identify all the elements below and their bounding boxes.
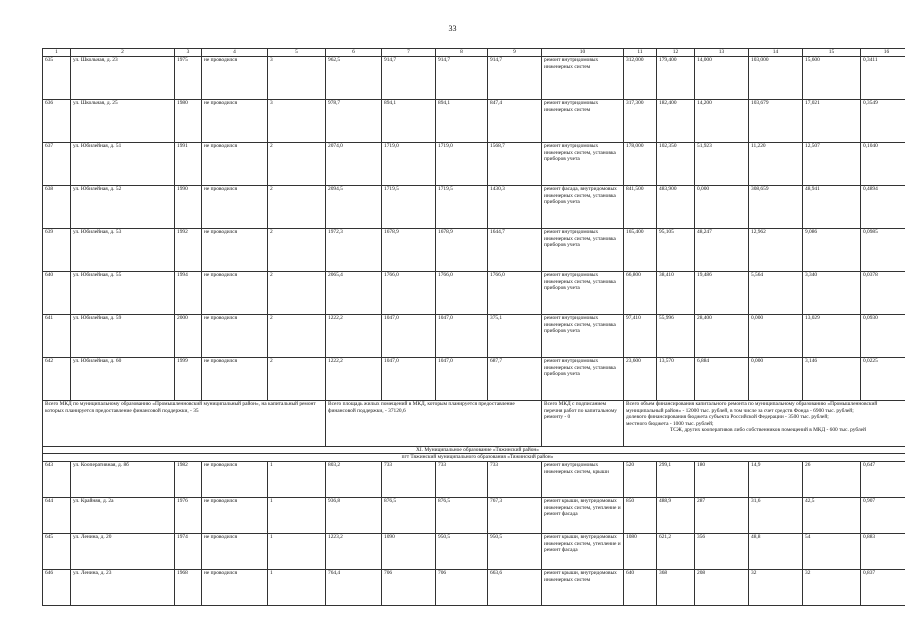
column-number: 6: [326, 49, 382, 57]
table-cell: 1972,3: [326, 228, 382, 271]
table-cell: 663,6: [488, 569, 542, 605]
table-row: [43, 314, 905, 357]
table-cell: не проводился: [202, 569, 268, 605]
column-number: 12: [657, 49, 695, 57]
table-cell: 14,000: [695, 56, 749, 99]
table-cell: ремонт внутридомовых инженерных систем, установка приборов учета: [542, 357, 624, 400]
table-cell: не проводился: [202, 271, 268, 314]
table-cell: 1222,2: [326, 314, 382, 357]
table-cell: 1719,5: [382, 185, 436, 228]
table-cell: 1430,3: [488, 185, 542, 228]
table-cell: ул. Ленина, д. 23: [71, 569, 175, 605]
table-cell: ремонт внутридомовых инженерных систем, установка приборов учета: [542, 271, 624, 314]
table-cell: не проводился: [202, 497, 268, 533]
table-row: [43, 569, 905, 605]
table-cell: 847,4: [488, 99, 542, 142]
table-cell: 97,410: [624, 314, 657, 357]
column-number: 3: [175, 49, 202, 57]
table-cell: 19,486: [695, 271, 749, 314]
table-cell: 1047,0: [382, 314, 436, 357]
summary-finance-line: местного бюджета - 1000 тыс. рублей;: [626, 420, 714, 427]
column-number: 14: [749, 49, 803, 57]
table-cell: 0,1040: [861, 142, 905, 185]
table-cell: 66,800: [624, 271, 657, 314]
column-number: 13: [695, 49, 749, 57]
table-row: [43, 357, 905, 400]
table-cell: 1766,0: [436, 271, 488, 314]
table-cell: 636: [43, 99, 71, 142]
table-cell: 0,000: [749, 357, 803, 400]
table-cell: 962,5: [326, 56, 382, 99]
table-cell: 3,146: [803, 357, 861, 400]
column-number: 9: [488, 49, 542, 57]
table-cell: 13,570: [657, 357, 695, 400]
table-cell: 48,247: [695, 228, 749, 271]
table-cell: не проводился: [202, 185, 268, 228]
table-cell: 2: [268, 228, 326, 271]
table-cell: 3: [268, 99, 326, 142]
table-cell: 0,3411: [861, 56, 905, 99]
table-row: [43, 533, 905, 569]
summary-finance-line: долевого финансирования бюджета субъекта Российской Федерации - 3500 тыс. рублей;: [626, 414, 829, 421]
table-cell: не проводился: [202, 461, 268, 497]
table-cell: 0,837: [861, 569, 905, 605]
table-cell: 803,2: [326, 461, 382, 497]
table-cell: 2094,5: [326, 185, 382, 228]
table-cell: 0,0985: [861, 228, 905, 271]
table-cell: 733: [436, 461, 488, 497]
table-cell: 914,7: [382, 56, 436, 99]
table-cell: 0,000: [695, 185, 749, 228]
table-cell: 1: [268, 497, 326, 533]
table-cell: 1719,0: [382, 142, 436, 185]
table-cell: 3: [268, 56, 326, 99]
table-cell: не проводился: [202, 228, 268, 271]
table-cell: 14,200: [695, 99, 749, 142]
table-cell: 914,7: [436, 56, 488, 99]
table-cell: 368: [657, 569, 695, 605]
table-row: [43, 185, 905, 228]
table-cell: 520: [624, 461, 657, 497]
table-cell: ремонт внутридомовых инженерных систем, установка приборов учета: [542, 228, 624, 271]
table-cell: 733: [488, 461, 542, 497]
table-cell: 15,600: [803, 56, 861, 99]
table-cell: 55,996: [657, 314, 695, 357]
table-cell: 1223,2: [326, 533, 382, 569]
table-cell: 639: [43, 228, 71, 271]
table-cell: 643: [43, 461, 71, 497]
table-cell: 638: [43, 185, 71, 228]
table-cell: 312,000: [624, 56, 657, 99]
table-cell: 640: [624, 569, 657, 605]
table-cell: 1975: [175, 56, 202, 99]
column-number: 5: [268, 49, 326, 57]
table-cell: ул. Ленина, д. 20: [71, 533, 175, 569]
table-cell: 0,0225: [861, 357, 905, 400]
table-cell: 621,2: [657, 533, 695, 569]
table-cell: ремонт крыши, внутридомовых инженерных систем, утепление и ремонт фасада: [542, 497, 624, 533]
table-cell: 103,000: [749, 56, 803, 99]
table-cell: 646: [43, 569, 71, 605]
table-cell: 1968: [175, 569, 202, 605]
table-cell: ул. Школьная, д. 23: [71, 56, 175, 99]
table-cell: 2074,0: [326, 142, 382, 185]
table-cell: 764,4: [326, 569, 382, 605]
table-cell: 1080: [624, 533, 657, 569]
table-cell: 1992: [175, 228, 202, 271]
table-cell: 5,564: [749, 271, 803, 314]
table-cell: 32: [749, 569, 803, 605]
table-row: [43, 56, 905, 99]
table-cell: 1999: [175, 357, 202, 400]
table-cell: ул. Юбилейная, д. 59: [71, 314, 175, 357]
table-cell: 6,884: [695, 357, 749, 400]
summary-finance-line: ТСЖ, других кооперативов либо собственников помещений в МКД - 600 тыс. рублей: [670, 427, 866, 434]
table-cell: ремонт фасада, внутридомовых инженерных систем, установка приборов учета: [542, 185, 624, 228]
table-cell: 0,907: [861, 497, 905, 533]
table-cell: ремонт крыши, внутридомовых инженерных систем: [542, 569, 624, 605]
table-cell: 1678,9: [436, 228, 488, 271]
table-cell: 51,923: [695, 142, 749, 185]
table-cell: 299,1: [657, 461, 695, 497]
summary-finance-cell: [624, 400, 905, 446]
table-cell: 1982: [175, 461, 202, 497]
table-cell: 0,4894: [861, 185, 905, 228]
table-cell: ул. Кооперативная, д. 8б: [71, 461, 175, 497]
table-row: [43, 461, 905, 497]
table-cell: не проводился: [202, 99, 268, 142]
table-cell: 12,962: [749, 228, 803, 271]
table-cell: 637: [43, 142, 71, 185]
table-cell: не проводился: [202, 56, 268, 99]
table-cell: 9,086: [803, 228, 861, 271]
table-cell: ул. Крайняя, д. 2а: [71, 497, 175, 533]
table-cell: ремонт внутридомовых инженерных систем, крыши: [542, 461, 624, 497]
table-cell: 14,9: [749, 461, 803, 497]
table-cell: 308,659: [749, 185, 803, 228]
column-number: 8: [436, 49, 488, 57]
table-cell: 1994: [175, 271, 202, 314]
table-cell: 488,9: [657, 497, 695, 533]
table-cell: ремонт внутридомовых инженерных систем, установка приборов учета: [542, 314, 624, 357]
table-cell: 0,0930: [861, 314, 905, 357]
table-cell: 38,410: [657, 271, 695, 314]
table-cell: 182,400: [657, 99, 695, 142]
table-cell: 28,400: [695, 314, 749, 357]
table-cell: 950,5: [488, 533, 542, 569]
table-cell: 733: [382, 461, 436, 497]
table-cell: 2: [268, 271, 326, 314]
table-cell: ул. Юбилейная, д. 52: [71, 185, 175, 228]
subsection-title: пгт Тяжинский муниципального образования «Тяжинский район»: [43, 454, 905, 462]
table-cell: 0,3549: [861, 99, 905, 142]
page-number: 33: [448, 24, 457, 33]
subsection-row: [43, 454, 905, 462]
table-cell: 0,0378: [861, 271, 905, 314]
table-cell: 178,000: [624, 142, 657, 185]
table-cell: 894,1: [382, 99, 436, 142]
table-cell: 1090: [382, 533, 436, 569]
table-cell: 31,6: [749, 497, 803, 533]
table-cell: 0,883: [861, 533, 905, 569]
table-cell: 0,647: [861, 461, 905, 497]
table-cell: ремонт крыши, внутридомовых инженерных систем, утепление и ремонт фасада: [542, 533, 624, 569]
table-cell: не проводился: [202, 314, 268, 357]
table-cell: 317,300: [624, 99, 657, 142]
table-cell: 876,5: [436, 497, 488, 533]
table-cell: ул. Юбилейная, д. 53: [71, 228, 175, 271]
column-number: 4: [202, 49, 268, 57]
table-cell: 876,5: [382, 497, 436, 533]
table-row: [43, 228, 905, 271]
table-cell: 0,000: [749, 314, 803, 357]
table-cell: 2065,4: [326, 271, 382, 314]
table-cell: 1: [268, 533, 326, 569]
table-cell: 644: [43, 497, 71, 533]
table-cell: 102,350: [657, 142, 695, 185]
table-cell: 165,400: [624, 228, 657, 271]
table-cell: 1980: [175, 99, 202, 142]
table-cell: 1: [268, 461, 326, 497]
repair-table: [42, 48, 905, 606]
table-cell: не проводился: [202, 142, 268, 185]
table-cell: 1991: [175, 142, 202, 185]
table-cell: 645: [43, 533, 71, 569]
table-cell: ул. Юбилейная, д. 55: [71, 271, 175, 314]
table-cell: 2: [268, 357, 326, 400]
table-cell: 11,220: [749, 142, 803, 185]
table-cell: 1: [268, 569, 326, 605]
table-row: [43, 271, 905, 314]
table-cell: 26: [803, 461, 861, 497]
table-row: [43, 99, 905, 142]
table-cell: 12,507: [803, 142, 861, 185]
table-cell: 706: [436, 569, 488, 605]
table-cell: 1719,5: [436, 185, 488, 228]
column-number: 1: [43, 49, 71, 57]
table-cell: 48,941: [803, 185, 861, 228]
table-cell: 642: [43, 357, 71, 400]
table-cell: 356: [695, 533, 749, 569]
table-cell: 641: [43, 314, 71, 357]
table-cell: 687,7: [488, 357, 542, 400]
table-cell: 767,3: [488, 497, 542, 533]
table-cell: не проводился: [202, 357, 268, 400]
table-cell: 17,021: [803, 99, 861, 142]
table-cell: 103,679: [749, 99, 803, 142]
table-cell: 3,340: [803, 271, 861, 314]
summary-row: [43, 400, 905, 446]
table-cell: 706: [382, 569, 436, 605]
table-cell: ул. Школьная, д. 25: [71, 99, 175, 142]
table-cell: 208: [695, 569, 749, 605]
table-cell: 1678,9: [382, 228, 436, 271]
section-row: [43, 446, 905, 454]
table-cell: 483,900: [657, 185, 695, 228]
summary-count-cell: Всего МКД по муниципальному образованию «Промышленновский муниципальный район», на капитальный ремонт которых планируется предоставление финансовой поддержки, - 35: [43, 400, 326, 446]
table-cell: 375,1: [488, 314, 542, 357]
table-cell: 914,7: [488, 56, 542, 99]
table-cell: 1766,0: [488, 271, 542, 314]
table-cell: 180: [695, 461, 749, 497]
table-cell: 1568,7: [488, 142, 542, 185]
table-row: [43, 497, 905, 533]
table-cell: 640: [43, 271, 71, 314]
summary-finance-line: Всего объем финансирования капитального ремонта по муниципальному образованию «Промышленновский муниципальный район» - 12000 тыс. рублей, в том числе за счет средств Фонда - 6900 тыс. рублей;: [626, 401, 878, 414]
table-cell: 1766,0: [382, 271, 436, 314]
table-cell: ул. Юбилейная, д. 60: [71, 357, 175, 400]
table-cell: 936,8: [326, 497, 382, 533]
table-cell: 950,5: [436, 533, 488, 569]
column-number: 10: [542, 49, 624, 57]
table-cell: ремонт внутридомовых инженерных систем: [542, 99, 624, 142]
table-cell: ремонт внутридомовых инженерных систем, установка приборов учета: [542, 142, 624, 185]
table-cell: 287: [695, 497, 749, 533]
table-cell: 48,8: [749, 533, 803, 569]
table-row: [43, 142, 905, 185]
table-cell: 841,500: [624, 185, 657, 228]
summary-works-cell: Всего МКД с подписанием перечня работ по капитальному ремонту - 0: [542, 400, 624, 446]
column-number: 15: [803, 49, 861, 57]
table-cell: 1047,0: [436, 314, 488, 357]
table-cell: 2: [268, 142, 326, 185]
table-cell: 32: [803, 569, 861, 605]
table-cell: 1047,0: [436, 357, 488, 400]
section-title: XI. Муниципальное образование «Тяжинский район»: [43, 446, 905, 454]
table-cell: 13,029: [803, 314, 861, 357]
column-number: 2: [71, 49, 175, 57]
table-cell: 850: [624, 497, 657, 533]
column-number: 11: [624, 49, 657, 57]
table-cell: 2000: [175, 314, 202, 357]
table-cell: 894,1: [436, 99, 488, 142]
table-cell: 1047,0: [382, 357, 436, 400]
table-cell: не проводился: [202, 533, 268, 569]
table-cell: 1990: [175, 185, 202, 228]
table-cell: 1644,7: [488, 228, 542, 271]
table-cell: 2: [268, 185, 326, 228]
table-cell: 95,105: [657, 228, 695, 271]
summary-area-cell: Всего площадь жилых помещений в МКД, которым планируется предоставление финансовой поддержки, - 37120,6: [326, 400, 542, 446]
table-cell: 42,5: [803, 497, 861, 533]
column-number-row: [43, 49, 905, 57]
column-number: 7: [382, 49, 436, 57]
table-cell: 635: [43, 56, 71, 99]
table-cell: ремонт внутридомовых инженерных систем: [542, 56, 624, 99]
table-cell: 2: [268, 314, 326, 357]
column-number: 16: [861, 49, 905, 57]
table-cell: 179,400: [657, 56, 695, 99]
table-cell: 1976: [175, 497, 202, 533]
table-cell: 23,600: [624, 357, 657, 400]
table-cell: 1222,2: [326, 357, 382, 400]
table-cell: 1719,0: [436, 142, 488, 185]
table-cell: 1974: [175, 533, 202, 569]
table-cell: ул. Юбилейная, д. 51: [71, 142, 175, 185]
table-cell: 54: [803, 533, 861, 569]
table-cell: 978,7: [326, 99, 382, 142]
